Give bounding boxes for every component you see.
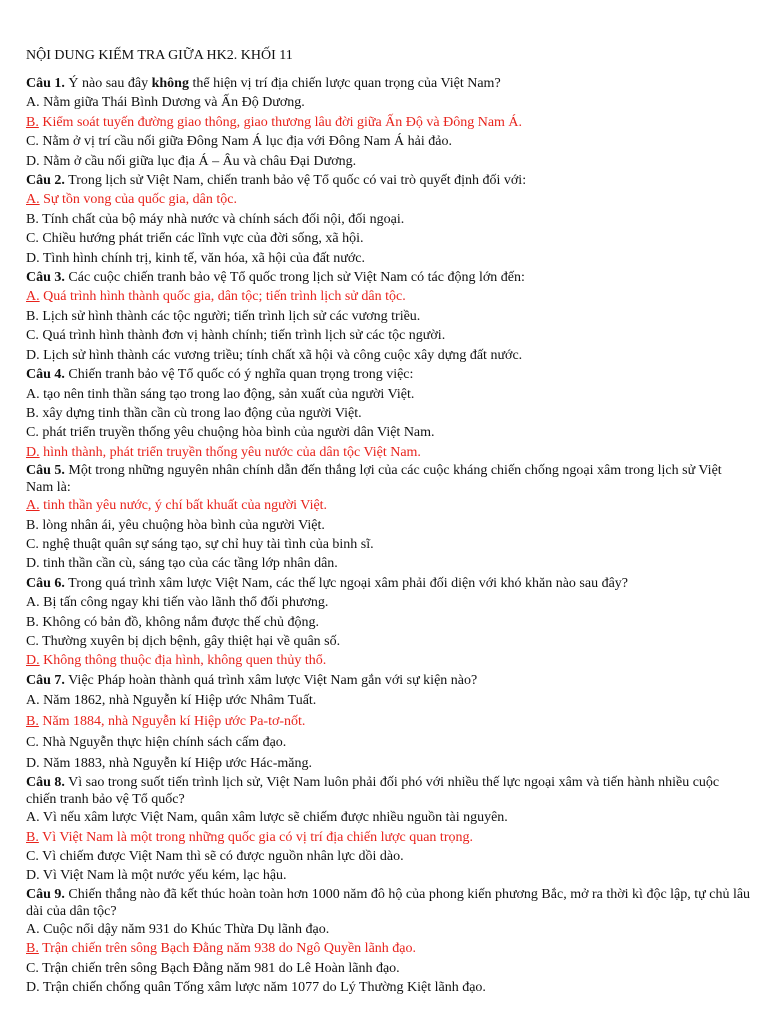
question-text [26,886,752,920]
question-number: Câu 9. [26,886,65,902]
option-letter: D. [26,756,40,772]
option-text: Năm 1883, nhà Nguyễn kí Hiệp ước Hác-măng. [39,756,312,772]
option-letter: D. [26,444,40,460]
option-text: phát triển truyền thống yêu chuộng hòa bình của người dân Việt Nam. [38,425,435,441]
option-letter: B. [26,211,39,227]
option-c [26,732,752,753]
question-7 [26,671,752,774]
option-text: Cuộc nổi dậy năm 931 do Khúc Thừa Dụ lãnh đạo. [39,921,330,937]
option-text: Quá trình hình thành quốc gia, dân tộc; tiến trình lịch sử dân tộc. [39,289,406,305]
question-number: Câu 8. [26,775,65,791]
option-text: Lịch sử hình thành các tộc người; tiến trình lịch sử các vương triều. [38,308,421,324]
question-text-part: Ý nào sau đây [64,76,152,91]
option-c [26,132,752,151]
option-letter: B. [26,941,39,957]
option-a [26,690,752,711]
option-c [26,326,752,345]
option-letter: C. [26,231,39,247]
option-letter: A. [26,921,40,937]
option-text: Bị tấn công ngay khi tiến vào lãnh thổ đối phương. [39,595,329,611]
option-text: Năm 1862, nhà Nguyễn kí Hiệp ước Nhâm Tuất. [39,693,317,709]
option-text: Trận chiến chống quân Tống xâm lược năm 1077 do Lý Thường Kiệt lãnh đạo. [39,980,486,996]
question-text-part: Chiến tranh bảo vệ Tổ quốc có ý nghĩa quan trọng trong việc: [64,367,414,383]
option-letter: C. [26,536,39,552]
option-text: Năm 1884, nhà Nguyễn kí Hiệp ước Pa-tơ-nốt. [38,714,306,730]
question-number: Câu 1. [26,76,65,91]
question-6 [26,574,752,671]
option-d [26,249,752,268]
question-9 [26,886,752,998]
question-text-part: Trong lịch sử Việt Nam, chiến tranh bảo vệ Tổ quốc có vai trò quyết định đối với: [64,173,527,189]
question-text [26,462,752,496]
option-text: Chiều hướng phát triển các lĩnh vực của đời sống, xã hội. [38,231,364,247]
option-text: xây dựng tinh thần cần cù trong lao động của người Việt. [38,405,362,421]
option-b [26,404,752,423]
option-a-correct [26,496,752,515]
option-letter: C. [26,425,39,441]
option-text: Không có bản đồ, không nắm được thế chủ động. [38,614,320,630]
option-letter: C. [26,328,39,344]
option-d-correct [26,651,752,670]
question-number: Câu 3. [26,270,65,286]
option-letter: D. [26,250,40,266]
option-letter: D. [26,347,40,363]
question-text-part: Việc Pháp hoàn thành quá trình xâm lược Việt Nam gắn với sự kiện nào? [64,672,478,688]
option-text: lòng nhân ái, yêu chuộng hòa bình của người Việt. [38,517,325,533]
document-title: NỘI DUNG KIẾM TRA GIỮA HK2. KHỐI 11 [26,48,293,63]
document-page [26,44,752,997]
question-number: Câu 4. [26,367,65,383]
question-text-part: Trong quá trình xâm lược Việt Nam, các thế lực ngoại xâm phải đối diện với khó khăn nào sau đây? [64,575,629,591]
option-text: Nằm ở vị trí cầu nối giữa Đông Nam Á lục địa với Đông Nam Á hải đảo. [38,134,452,150]
option-a [26,808,752,827]
option-letter: B. [26,517,39,533]
option-text: Quá trình hình thành đơn vị hành chính; tiến trình lịch sử các tộc người. [38,328,446,344]
option-c [26,632,752,651]
question-text [26,268,752,287]
option-d [26,753,752,774]
question-8 [26,774,752,886]
option-letter: A. [26,595,40,611]
option-text: tinh thần yêu nước, ý chí bất khuất của người Việt. [39,498,328,514]
option-text: Kiểm soát tuyến đường giao thông, giao thương lâu đời giữa Ấn Độ và Đông Nam Á. [38,114,523,130]
question-number: Câu 5. [26,463,65,479]
option-text: Vì chiếm được Việt Nam thì sẽ có được nguồn nhân lực dồi dào. [38,849,404,864]
option-text: Vì Việt Nam là một nước yếu kém, lạc hậu. [39,868,287,884]
option-text: Lịch sử hình thành các vương triều; tính chất xã hội và công cuộc xây dựng đất nước. [39,347,523,363]
option-text: Tính chất của bộ máy nhà nước và chính sách đối nội, đối ngoại. [38,211,405,227]
option-letter: A. [26,386,40,402]
option-letter: A. [26,810,40,826]
option-text: Nằm giữa Thái Bình Dương và Ấn Độ Dương. [39,95,305,111]
option-letter: D. [26,556,40,572]
option-d [26,978,752,997]
option-letter: B. [26,829,39,845]
question-5 [26,462,752,574]
option-a [26,385,752,404]
option-letter: C. [26,849,39,864]
question-text-part: Các cuộc chiến tranh bảo vệ Tổ quốc trong lịch sử Việt Nam có tác động lớn đến: [64,270,525,286]
option-b-correct [26,113,752,132]
option-text: Vì nếu xâm lược Việt Nam, quân xâm lược sẽ chiếm được nhiều nguồn tài nguyên. [39,810,508,826]
option-text: nghệ thuật quân sự sáng tạo, sự chỉ huy tài tình của binh sĩ. [38,536,374,552]
option-letter: A. [26,289,40,305]
option-letter: C. [26,633,39,649]
question-3 [26,268,752,365]
option-text: Vì Việt Nam là một trong những quốc gia có vị trí địa chiến lược quan trọng. [38,829,473,845]
question-number: Câu 2. [26,173,65,189]
option-letter: A. [26,498,40,514]
option-letter: D. [26,980,40,996]
question-text-part: Chiến thắng nào đã kết thúc hoàn toàn hơn 1000 năm đô hộ của phong kiến phương Bắc, mở ra thời kì độc lập, tự chủ lâu dài của dân tộc? [26,886,751,919]
option-letter: B. [26,405,39,421]
option-d-correct [26,443,752,462]
question-2 [26,171,752,268]
option-c [26,423,752,442]
option-letter: C. [26,735,39,751]
option-text: Nằm ở cầu nối giữa lục địa Á – Âu và châu Đại Dương. [39,153,357,169]
option-letter: B. [26,714,39,730]
option-text: Tình hình chính trị, kinh tế, văn hóa, xã hội của đất nước. [39,250,366,266]
option-d [26,152,752,171]
option-letter: C. [26,960,39,976]
option-d [26,554,752,573]
option-letter: A. [26,95,40,111]
option-a-correct [26,190,752,209]
question-number: Câu 7. [26,672,65,688]
option-text: Trận chiến trên sông Bạch Đằng năm 938 do Ngô Quyền lãnh đạo. [38,941,417,957]
question-number: Câu 6. [26,575,65,591]
option-c [26,229,752,248]
option-a [26,593,752,612]
option-letter: B. [26,114,39,130]
question-4 [26,365,752,462]
question-text-part: Một trong những nguyên nhân chính dẫn đến thắng lợi của các cuộc kháng chiến chống ngoại xâm trong lịch sử Việt Nam là: [26,463,722,496]
question-text-part: thể hiện vị trí địa chiến lược quan trọng của Việt Nam? [188,76,501,91]
question-text [26,774,752,808]
option-b [26,210,752,229]
question-text [26,74,752,93]
question-text [26,171,752,190]
option-c [26,847,752,866]
question-1 [26,74,752,171]
option-text: Sự tồn vong của quốc gia, dân tộc. [39,192,237,208]
option-letter: A. [26,192,40,208]
option-text: Không thông thuộc địa hình, không quen thủy thổ. [39,653,327,669]
question-text-part: Vì sao trong suốt tiến trình lịch sử, Việt Nam luôn phải đối phó với nhiều thế lực ngoại xâm và tiến hành nhiều cuộc chiến tranh bảo vệ Tổ quốc? [26,775,720,808]
option-text: tinh thần cần cù, sáng tạo của các tầng lớp nhân dân. [39,556,338,572]
option-text: Thường xuyên bị dịch bệnh, gây thiệt hại về quân số. [38,633,341,649]
option-letter: D. [26,653,40,669]
option-a [26,920,752,939]
option-letter: C. [26,134,39,150]
option-text: Trận chiến trên sông Bạch Đằng năm 981 do Lê Hoàn lãnh đạo. [38,960,400,976]
question-emphasis: không [151,76,189,91]
question-text [26,574,752,593]
question-text [26,671,752,690]
option-letter: A. [26,693,40,709]
option-letter: D. [26,153,40,169]
option-d [26,866,752,885]
option-b [26,516,752,535]
option-b [26,307,752,326]
question-text [26,365,752,384]
option-a [26,93,752,112]
option-d [26,346,752,365]
option-b [26,613,752,632]
option-b-correct [26,828,752,847]
option-text: Nhà Nguyễn thực hiện chính sách cấm đạo. [38,735,287,751]
option-b-correct [26,711,752,732]
option-c [26,959,752,978]
option-letter: B. [26,614,39,630]
option-text: tạo nên tinh thần sáng tạo trong lao động, sản xuất của người Việt. [39,386,415,402]
option-letter: D. [26,868,40,884]
option-c [26,535,752,554]
option-text: hình thành, phát triển truyền thống yêu nước của dân tộc Việt Nam. [39,444,421,460]
option-b-correct [26,939,752,958]
option-letter: B. [26,308,39,324]
option-a-correct [26,287,752,306]
